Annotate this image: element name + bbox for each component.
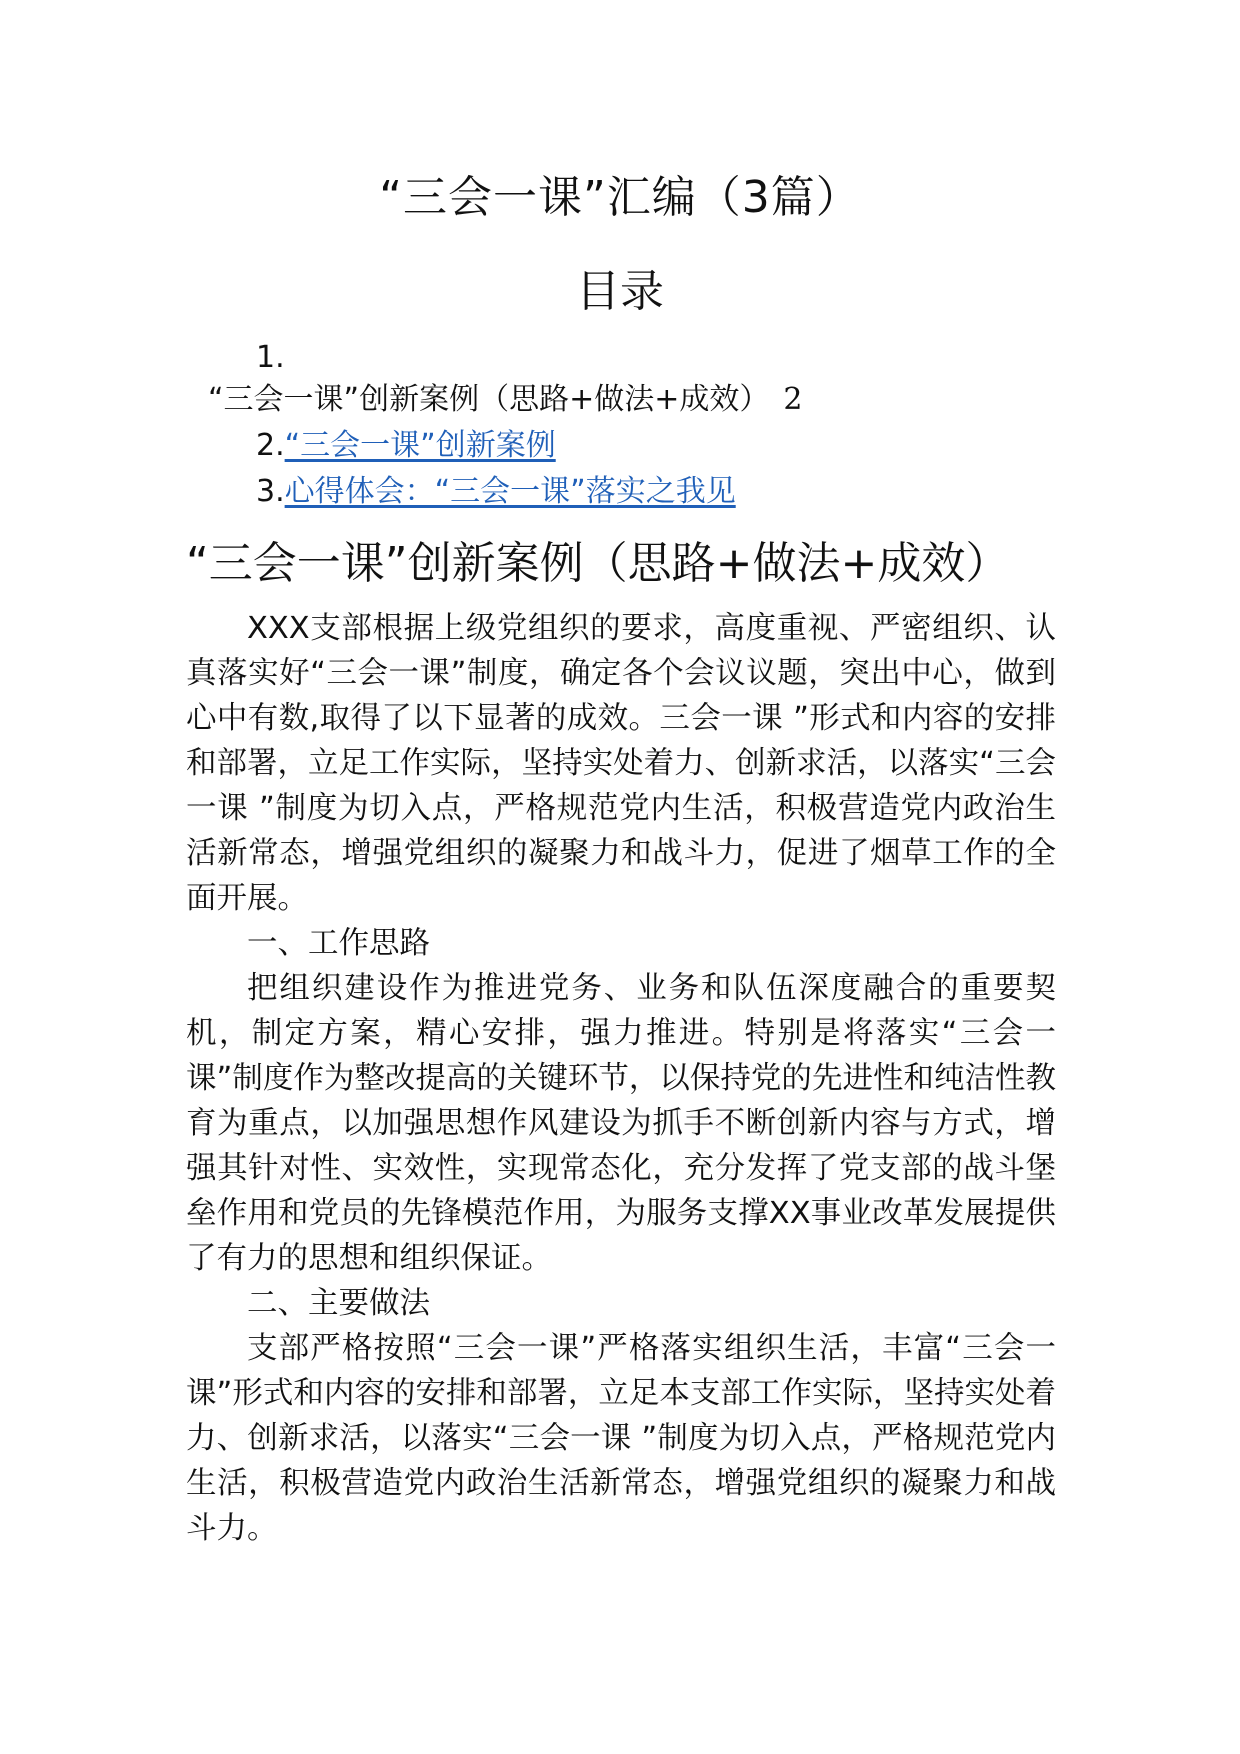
toc-item-2-link[interactable]: “三会一课”创新案例 <box>284 428 556 463</box>
toc-heading: 目录 <box>576 266 664 317</box>
toc-item-3[interactable] <box>256 472 736 512</box>
section-heading-work-approach: 一、工作思路 <box>247 926 430 961</box>
toc-item-1-number: 1. <box>256 340 285 375</box>
toc-item-1-page: 2 <box>783 382 803 417</box>
toc-item-2[interactable] <box>256 426 556 466</box>
toc-item-3-number: 3. <box>256 474 285 509</box>
toc-item-2-number: 2. <box>256 428 285 463</box>
article-title: “三会一课”创新案例（思路+做法+成效） <box>186 538 1010 589</box>
toc-item-1[interactable] <box>208 380 802 420</box>
paragraph-work-approach: 把组织建设作为推进党务、业务和队伍深度融合的重要契机，制定方案，精心安排，强力推进。特别是将落实“三会一课”制度作为整改提高的关键环节，以保持党的先进性和纯洁性教育为重点，以加强思想作风建设为抓手不断创新内容与方式，增强其针对性、实效性，实现常态化，充分发挥了党支部的战斗堡垒作用和党员的先锋模范作用，为服务支撑XX事业改革发展提供了有力的思想和组织保证。 <box>186 971 1056 1276</box>
toc-item-3-link[interactable]: 心得体会：“三会一课”落实之我见 <box>284 474 736 509</box>
toc-item-1-text: “三会一课”创新案例（思路+做法+成效） <box>208 382 770 417</box>
paragraph-intro: XXX支部根据上级党组织的要求，高度重视、严密组织、认真落实好“三会一课”制度，确定各个会议议题，突出中心，做到心中有数,取得了以下显著的成效。三会一课 ”形式和内容的安排和部署，立足工作实际，坚持实处着力、创新求活，以落实“三会一课 ”制度为切入点，严格规范党内生活，积极营造党内政治生活新常态，增强党组织的凝聚力和战斗力，促进了烟草工作的全面开展。 <box>186 611 1056 916</box>
article-body <box>186 606 1056 1551</box>
document-title: “三会一课”汇编（3篇） <box>379 172 861 223</box>
paragraph-main-practices: 支部严格按照“三会一课”严格落实组织生活，丰富“三会一课”形式和内容的安排和部署，立足本支部工作实际，坚持实处着力、创新求活，以落实“三会一课 ”制度为切入点，严格规范党内生活，积极营造党内政治生活新常态，增强党组织的凝聚力和战斗力。 <box>186 1331 1056 1546</box>
section-heading-main-practices: 二、主要做法 <box>247 1286 430 1321</box>
